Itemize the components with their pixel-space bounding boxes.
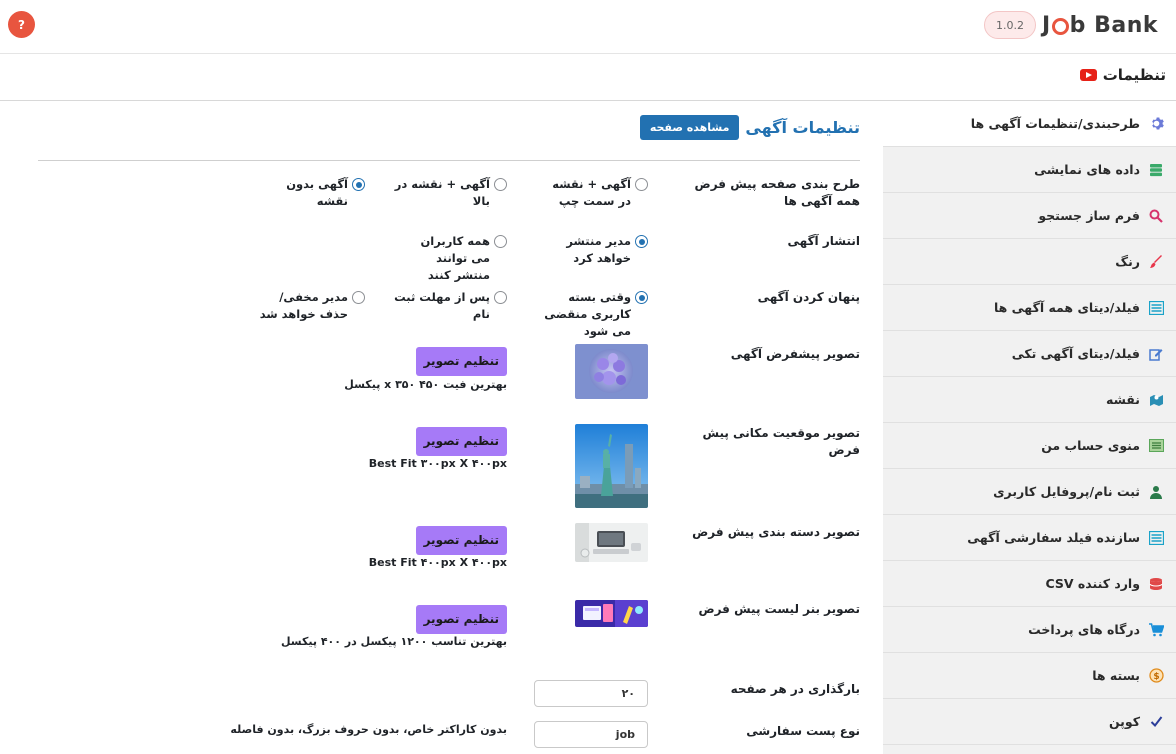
settings-header [0,54,1176,101]
sidebar-item-label: منوی حساب من [1041,438,1140,453]
sidebar-item-demo-data[interactable] [883,147,1176,193]
default-list-banner-image-thumbnail [575,600,648,627]
cart-icon [1148,622,1164,638]
sidebar-item-label: رنگ [1115,254,1140,269]
sidebar-item-label: فیلد/دیتای آگهی تکی [1011,346,1140,361]
default-location-image-hint: Best Fit ۳۰۰px X ۴۰۰px [368,457,507,470]
sidebar-item-map[interactable] [883,377,1176,423]
gear-icon [1148,116,1164,132]
list-icon [1148,300,1164,316]
radio-button-selected[interactable] [635,235,648,248]
option-label: مدیر منتشر خواهد کرد [566,234,631,265]
hide-option-after-deadline[interactable] [382,289,507,323]
sidebar-item-packages[interactable] [883,653,1176,699]
list-icon [1148,530,1164,546]
layout-option-map-top[interactable] [387,176,507,210]
default-ad-image-label: تصویر پیشفرض آگهی [730,347,860,361]
radio-button-selected[interactable] [352,178,365,191]
option-label: همه کاربران می توانند منتشر کنند [420,234,490,282]
custom-post-type-input[interactable] [534,721,648,748]
option-label: آگهی + نقشه در بالا [394,177,490,208]
logo-text-end: b Bank [1069,12,1158,38]
publish-option-admin[interactable] [538,233,648,267]
check-icon [1148,714,1164,730]
set-default-category-image-button[interactable]: تنظیم تصویر [416,526,507,555]
version-badge: 1.0.2 [984,11,1036,39]
top-bar [0,0,1176,54]
sidebar-item-all-ads-fields[interactable] [883,285,1176,331]
sidebar-item-label: نقشه [1106,392,1140,407]
radio-button[interactable] [494,178,507,191]
logo-ring-icon [1052,18,1069,35]
option-label: پس از مهلت ثبت نام [394,290,490,321]
hide-option-admin-remove[interactable] [255,289,365,323]
search-icon [1148,208,1164,224]
sidebar-item-label: درگاه های پرداخت [1028,622,1140,637]
layout-label: طرح بندی صفحه پیش فرض همه آگهی ها [694,177,860,208]
section-header [640,115,860,140]
set-default-ad-image-button[interactable]: تنظیم تصویر [416,347,507,376]
divider [38,160,860,161]
layout-option-no-map[interactable] [255,176,365,210]
default-list-banner-image-label: تصویر بنر لیست پیش فرض [698,602,860,616]
sidebar-item-search-form[interactable] [883,193,1176,239]
publish-label: انتشار آگهی [787,234,860,248]
per-page-input[interactable] [534,680,648,707]
sidebar-item-label: ثبت نام/پروفایل کاربری [993,484,1140,499]
view-page-button[interactable]: مشاهده صفحه [640,115,740,140]
help-button[interactable]: ? [8,11,35,38]
custom-post-type-hint: بدون کاراکتر خاص، بدون حروف بزرگ، بدون فاصله [230,723,507,736]
default-ad-image-thumbnail [575,344,648,399]
sidebar-item-payment-gateways[interactable] [883,607,1176,653]
sidebar-item-label: فرم ساز جستجو [1038,208,1140,223]
sidebar-item-custom-field-builder[interactable] [883,515,1176,561]
sidebar-item-coupon[interactable] [883,699,1176,745]
layout-option-map-left[interactable] [538,176,648,210]
hide-option-package-expired[interactable] [534,289,648,340]
sidebar [883,101,1176,754]
sidebar-item-label: طرحبندی/تنظیمات آگهی ها [970,116,1140,131]
logo-text-start: J [1041,12,1051,38]
radio-button-selected[interactable] [635,291,648,304]
user-icon [1148,484,1164,500]
stack-icon [1148,576,1164,592]
per-page-value: ۲۰ [621,687,635,700]
radio-button[interactable] [494,291,507,304]
page-title-text: تنظیمات [1102,66,1166,84]
sidebar-item-csv-importer[interactable] [883,561,1176,607]
sidebar-item-label: کوپن [1108,714,1140,729]
settings-panel [38,101,860,754]
option-label: آگهی + نقشه در سمت چپ [552,177,631,208]
radio-button[interactable] [352,291,365,304]
brand [984,9,1158,41]
option-label: مدیر مخفی/حذف خواهد شد [259,290,348,321]
custom-post-type-value: job [615,728,635,741]
page-title [1080,66,1166,84]
svg-text:$: $ [1152,672,1160,682]
app-logo [1042,13,1158,38]
sidebar-item-label: داده های نمایشی [1034,162,1140,177]
sidebar-item-layout-settings[interactable] [883,101,1176,147]
publish-option-all-users[interactable] [409,233,507,284]
sidebar-item-single-ad-fields[interactable] [883,331,1176,377]
default-category-image-hint: Best Fit ۴۰۰px X ۴۰۰px [368,556,507,569]
sidebar-item-label: فیلد/دیتای همه آگهی ها [993,300,1140,315]
dollar-icon [1148,668,1164,684]
youtube-icon[interactable] [1080,69,1097,81]
default-category-image-thumbnail [575,523,648,562]
default-list-banner-image-hint: بهترین تناسب ۱۲۰۰ پیکسل در ۴۰۰ پیکسل [280,635,507,648]
option-label: وقتی بسته کاربری منقضی می شود [544,290,631,338]
sidebar-item-color[interactable] [883,239,1176,285]
sidebar-item-label: بسته ها [1092,668,1140,683]
sidebar-item-registration-profile[interactable] [883,469,1176,515]
default-location-image-label: تصویر موقعیت مکانی پیش فرض [702,426,860,457]
default-location-image-thumbnail [575,424,648,508]
option-label: آگهی بدون نقشه [286,177,348,208]
section-title: تنظیمات آگهی [745,118,860,137]
set-default-location-image-button[interactable]: تنظیم تصویر [416,427,507,456]
sidebar-item-label: وارد کننده CSV [1045,576,1140,591]
edit-icon [1148,346,1164,362]
sidebar-item-account-menu[interactable] [883,423,1176,469]
sidebar-item-label: سازنده فیلد سفارشی آگهی [967,530,1140,545]
database-icon [1148,162,1164,178]
menu-icon [1148,438,1164,454]
map-icon [1148,392,1164,408]
custom-post-type-label: نوع پست سفارشی [746,724,860,738]
brush-icon [1148,254,1164,270]
default-ad-image-hint: بهترین فیت ۴۵۰ x ۳۵۰ پیکسل [344,378,507,391]
set-default-list-banner-image-button[interactable]: تنظیم تصویر [416,605,507,634]
default-category-image-label: تصویر دسته بندی پیش فرض [692,525,860,539]
radio-button[interactable] [635,178,648,191]
hide-ad-label: پنهان کردن آگهی [757,290,860,304]
per-page-label: بارگذاری در هر صفحه [730,682,860,696]
radio-button[interactable] [494,235,507,248]
